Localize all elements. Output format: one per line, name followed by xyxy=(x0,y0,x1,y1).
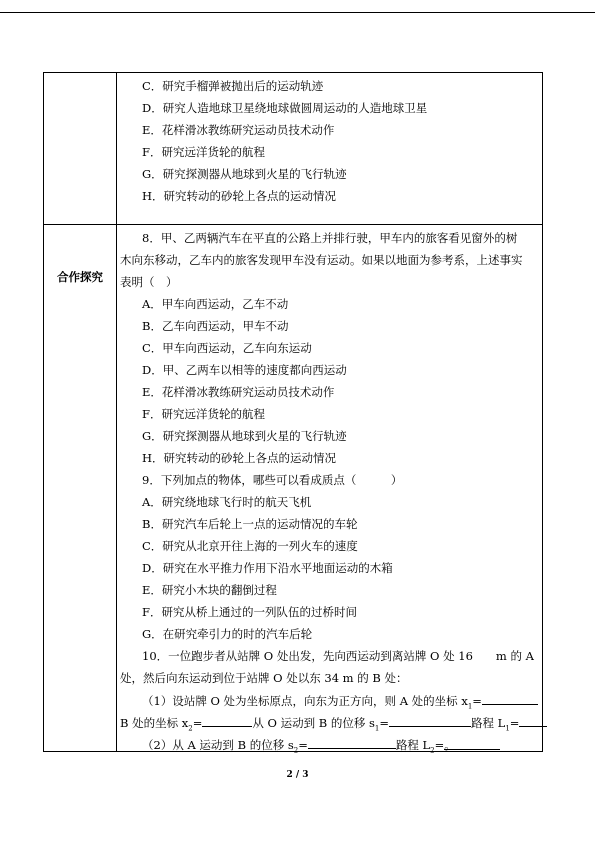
question-10-line: 处，然后向东运动到位于站牌 O 处以东 34 m 的 B 处： xyxy=(120,671,408,685)
option-line: H．研究转动的砂轮上各点的运动情况 xyxy=(142,451,337,465)
option-line: H．研究转动的砂轮上各点的运动情况 xyxy=(142,189,337,203)
option-line: G．研究探测器从地球到火星的飞行轨迹 xyxy=(142,429,347,443)
question-9-stem: 9．下列加点的物体，哪些可以看成质点（ ） xyxy=(142,473,403,487)
answer-blank[interactable]: 。 xyxy=(444,738,500,750)
question-10-line: 10．一位跑步者从站牌 O 处出发，先向西运动到离站牌 O 处 16 m 的 A xyxy=(142,649,534,663)
page-number: 2 / 3 xyxy=(286,770,309,780)
option-line: D．研究在水平推力作用下沿水平地面运动的木箱 xyxy=(142,561,393,575)
answer-blank[interactable] xyxy=(308,737,396,749)
option-line: G．研究探测器从地球到火星的飞行轨迹 xyxy=(142,167,347,181)
row-divider xyxy=(44,224,542,225)
answer-blank[interactable] xyxy=(202,715,252,727)
option-line: B．乙车向西运动，甲车不动 xyxy=(142,319,289,333)
option-line: C．研究手榴弹被抛出后的运动轨迹 xyxy=(142,79,324,93)
answer-blank[interactable] xyxy=(389,715,471,727)
option-line: A．甲车向西运动，乙车不动 xyxy=(142,297,289,311)
question-10-part1: （1）设站牌 O 处为坐标原点，向东为正方向，则 A 处的坐标 $x_1=$ xyxy=(117,693,567,713)
answer-blank[interactable] xyxy=(519,715,547,727)
option-line: E．研究小木块的翻倒过程 xyxy=(142,583,277,597)
option-line: E．花样滑冰教练研究运动员技术动作 xyxy=(142,385,335,399)
question-8-line: 表明（ ） xyxy=(120,275,178,289)
option-line: B．研究汽车后轮上一点的运动情况的车轮 xyxy=(142,517,358,531)
option-line: D．研究人造地球卫星绕地球做圆周运动的人造地球卫星 xyxy=(142,101,428,115)
option-line: F．研究远洋货轮的航程 xyxy=(142,145,265,159)
question-10-part2: （2）从 A 运动到 B 的位移 $s_2=$ 路程 $L_2=$。 xyxy=(117,737,567,757)
question-10-part1-cont: B 处的坐标 $x_2=$ 从 O 运动到 B 的位移 $s_1=$ 路程 $L_1=$ xyxy=(117,715,545,735)
exercise-table xyxy=(43,72,543,755)
question-8-line: 木向东移动，乙车内的旅客发现甲车没有运动。如果以地面为参考系，上述事实 xyxy=(120,253,523,267)
option-line: F．研究远洋货轮的航程 xyxy=(142,407,265,421)
section-label: 合作探究 xyxy=(57,270,103,284)
option-line: F．研究从桥上通过的一列队伍的过桥时间 xyxy=(142,605,357,619)
answer-blank[interactable] xyxy=(482,693,538,705)
option-line: E．花样滑冰教练研究运动员技术动作 xyxy=(142,123,335,137)
option-line: G．在研究牵引力的时的汽车后轮 xyxy=(142,627,313,641)
header-rule xyxy=(0,12,595,13)
option-line: C．甲车向西运动，乙车向东运动 xyxy=(142,341,312,355)
question-8-line: 8．甲、乙两辆汽车在平直的公路上并排行驶，甲车内的旅客看见窗外的树 xyxy=(142,231,518,245)
option-line: D．甲、乙两车以相等的速度都向西运动 xyxy=(142,363,347,377)
option-line: C．研究从北京开往上海的一列火车的速度 xyxy=(142,539,358,553)
option-line: A．研究绕地球飞行时的航天飞机 xyxy=(142,495,312,509)
